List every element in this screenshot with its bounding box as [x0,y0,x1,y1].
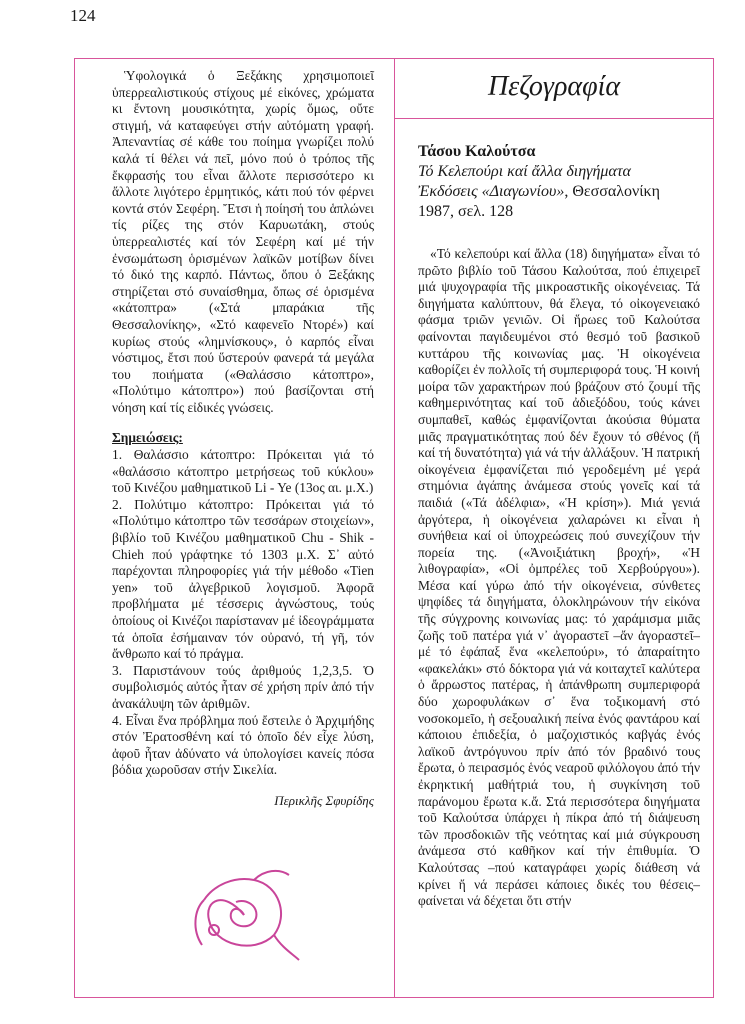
rose-ornament-icon [184,860,304,970]
review-body: «Τό κελεπούρι καί ἄλλα (18) διηγήματα» εἶναι τό πρῶτο βιβλίο τοῦ Τάσου Καλούτσα, πού ἐπιχειρεῖ μιά ψυχογραφία τῆς μικροαστικῆς οἰκογένειας. Τά διηγήματα καλύπτουν, θά ἔλεγα, τό οἰκογενειακό φάσμα τριῶν γενιῶν. Οἱ ἥρωες τοῦ Καλούτσα φαίνονται παγιδευμένοι στό θεσμό τοῦ βασικοῦ κυττάρου τῆς κοινωνίας μας. Ἡ οἰκογένεια καθορίζει ἐν πολλοῖς τή συμπεριφορά τους. Ἡ κοινή μοίρα τῶν χαρακτήρων πού βράζουν στό ζουμί τῆς καθημερινότητας καί τοῦ ἀδιεξόδου, τούς κάνει συμπαθεῖ, καθώς ἐμφανίζονται ἀκούσια θύματα μιᾶς πραγματικότητας πού δέν ἔχουν τό σθένος (ἤ καί τή δυνατότητα) γιά νά τήν ἀλλάξουν. Ἡ πατρική οἰκογένεια ἐμφανίζεται πιό γεροδεμένη μέ γερά στημόνια ἀγάπης ἀνάμεσα στούς γονεῖς καί τά παιδιά («Τά ἀδέλφια», «Ἡ κρίση»). Μιά γενιά ἀργότερα, ἡ οἰκογένεια χαλαρώνει κι εἶναι ἡ συνήθεια καί οἱ ὑποχρεώσεις πού συνεχίζουν τήν πορεία της. («Ἀνοιξιάτικη βροχή», «Ἡ λιθογραφία», «Οἱ ὀμπρέλες τοῦ Χερβούργου»). Μέσα καί γύρω ἀπό τήν οἰκογένεια, σύνθετες ψηφίδες τά διηγήματα, ὁλοκληρώνουν τήν εἰκόνα τῆς σύγχρονης κοινωνίας μας: τό χαράμισμα μιᾶς ζωῆς τοῦ πατέρα γιά ν᾽ ἀγοραστεῖ –ἄν ἀγοραστεῖ– μέ τό ἐφάπαξ ἕνα «κελεπούρι», τό ἀπαραίτητο «φακελάκι» στό δόκτορα γιά νά κοιταχτεῖ καλύτερα ὁ ἄρρωστος πατέρας, ἡ ἀπάνθρωπη συμπεριφορά δύο χωροφυλάκων σ᾽ ἕνα τοξικομανή στό νοσοκομεῖο, ἡ σεξουαλική πείνα ἑνός φαντάρου καί κάποιου ἐπιδεξία, ὁ μαζοχιστικός καβγάς ἑνός λαϊκοῦ ἀντρόγυνου πρίν ἀπό τόν βραδινό τους ἔρωτα, ὁ πειρασμός ἑνός νεαροῦ φιλόλογου ἀπό τήν ἐκρηκτική μαθήτριά του, ἡ συγκίνηση τοῦ παράνομου ἔρωτα κ.ἄ. Στά περισσότερα διηγήματα τοῦ Καλούτσα ὑπάρχει ἡ πίκρα ἀπό τή διάψευση τῶν προσδοκιῶν τῆς νεότητας καί μιά σύγκρουση ἀνάμεσα στό καθῆκον καί τήν ἐπιθυμία. Ὁ Καλούτσας –πού καταγράφει χωρίς διάθεση νά κρίνει ἤ νά περάσει κάποιες δικές του θέσεις– φαίνεται νά δέχεται ὅτι στήν [418,246,700,909]
publisher-line [418,182,700,202]
right-column [418,142,700,910]
signature: Περικλῆς Σφυρίδης [274,792,374,808]
note-item: 4. Εἶναι ἕνα πρόβλημα πού ἔστειλε ὁ Ἀρχιμήδης στόν Ἐρατοσθένη καί τό ὁποῖο δέν εἶχε λύση, ἀφοῦ ἦταν ἀδύνατο νά ὑπολογίσει κανείς πόσα βόδια χωροῦσαν στήν Σικελία. [112,712,374,778]
publisher-city: , Θεσσαλονίκη [564,183,660,200]
section-divider [394,118,714,119]
note-item: 3. Παριστάνουν τούς ἀριθμούς 1,2,3,5. Ὁ συμβολισμός αὐτός ἦταν σέ χρήση πρίν ἀπό τήν ἀνακάλυψη τῶν ἀριθμῶν. [112,662,374,711]
book-author: Τάσου Καλούτσα [418,143,536,160]
note-item: 1. Θαλάσσιο κάτοπτρο: Πρόκειται γιά τό «θαλάσσιο κάτοπτρο μετρήσεως τοῦ κύκλου» τοῦ Κινέζου μαθηματικοῦ Li - Ye (13ος αι. μ.Χ.) [112,447,374,496]
section-title: Πεζογραφία [487,71,621,102]
note-item: 2. Πολύτιμο κάτοπτρο: Πρόκειται γιά τό «Πολύτιμο κάτοπτρο τῶν τεσσάρων στοιχείων», βιβλίο τοῦ Κινέζου μαθηματικοῦ Chu - Shik - Chieh πού γράφτηκε τό 1303 μ.Χ. Σ᾽ αὐτό παρέχονται πληροφορίες γιά τήν μέθοδο «Tien yen» τοῦ ἀλγεβρικοῦ λογισμοῦ. Ἀφορᾶ προβλήματα μέ τέσσερις ἀγνώστους, τούς ὁποίους οἱ Κινέζοι παρίσταναν μέ ἰδεογράμματα τά ὁποῖα ἐσήμαιναν τόν οὐρανό, τή γῆ, τόν ἄνθρωπο καί τό πράγμα. [112,496,374,662]
column-divider [394,58,395,998]
page-number: 124 [70,6,96,25]
book-title: Τό Κελεπούρι καί ἄλλα διηγήματα [418,163,631,180]
publisher-name: Ἐκδόσεις «Διαγωνίου» [418,183,565,200]
left-column [112,68,374,810]
notes-heading: Σημειώσεις: [112,430,183,446]
year-pages: 1987, σελ. 128 [418,203,514,220]
review-paragraph: Ὑφολογικά ὁ Ξεξάκης χρησιμοποιεῖ ὑπερρεαλιστικούς στίχους μέ εἰκόνες, χρώματα κι ἔντονη μουσικότητα, χωρίς ὅμως, οὔτε στιγμή, νά καταφεύγει στήν αὐτόματη γραφή. Ἀπεναντίας σέ κάθε του ποίημα γνωρίζει πολύ καλά τί θέλει νά πεῖ, μόνο πού ὁ τρόπος τῆς ἔκφρασής του εἶναι ἄλλοτε περισσότερο κι ἄλλοτε λιγότερο ἑρμητικός, κάτι πού τόν φέρνει κοντά στόν Σεφέρη. Ἔτσι ἡ ποίησή του ἁπλώνει τίς ρίζες της στόν Καρυωτάκη, στούς ὑπερρεαλιστές καί τόν Σεφέρη καί μέ τήν ἐνσωμάτωση ὁρισμένων λαϊκῶν μοτίβων δίνει τό δικό της καρπό. Πάντως, ὅπου ὁ Ξεξάκης στηρίζεται στό συναίσθημα, ὅπως σέ ὁρισμένα «κάτοπτρα» («Στά μπαράκια τῆς Θεσσαλονίκης», «Στό καφενεῖο Ντορέ») καί κυρίως στούς «λημνίσκους», ὁ καρπός εἶναι νόστιμος, ἔτσι πού ὕστερούν φανερά τά μεγάλα του ποιήματα («Θαλάσσιο κάτοπτρο», «Πολύτιμο κάτοπτρο») πού βασίζονται στή νόηση καί τίς εἰδικές γνώσεις. [112,68,374,415]
